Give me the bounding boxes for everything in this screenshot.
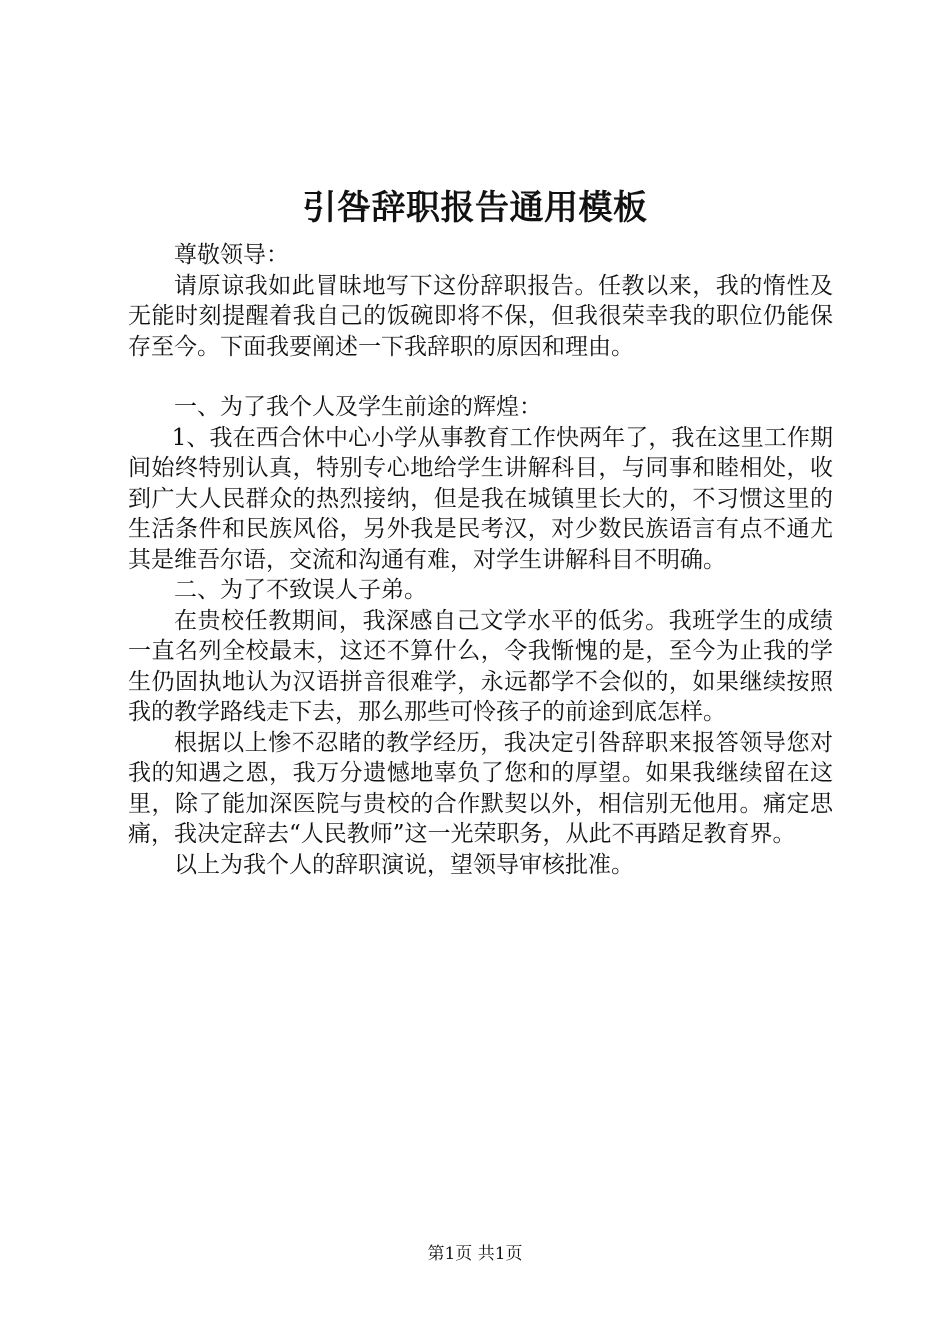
document-title: 引咎辞职报告通用模板 [302,188,648,228]
section-heading-2: 二、为了不致误人子弟。 [174,577,427,603]
section-heading-1: 一、为了我个人及学生前途的辉煌： [174,394,542,420]
paragraph-reason-2: 在贵校任教期间，我深感自己文学水平的低劣。我班学生的成绩一直名列全校最末，这还不算什么，令我惭愧的是，至今为止我的学生仍固执地认为汉语拼音很难学，永远都学不会似的，如果继续按照我的教学路线走下去，那么那些可怜孩子的前途到底怎样。 [128,607,833,725]
paragraph-decision: 根据以上惨不忍睹的教学经历，我决定引咎辞职来报答领导您对我的知遇之恩，我万分遗憾地辜负了您和的厚望。如果我继续留在这里，除了能加深医院与贵校的合作默契以外，相信别无他用。痛定思痛，我决定辞去“人民教师”这一光荣职务，从此不再踏足教育界。 [128,729,833,847]
page-number-footer: 第1页 共1页 [427,1244,523,1264]
paragraph-intro: 请原谅我如此冒昧地写下这份辞职报告。任教以来，我的惰性及无能时刻提醒着我自己的饭碗即将不保，但我很荣幸我的职位仍能保存至今。下面我要阐述一下我辞职的原因和理由。 [128,272,833,360]
salutation: 尊敬领导： [174,242,289,268]
document-body [128,240,833,880]
paragraph-reason-1: 1、我在西合休中心小学从事教育工作快两年了，我在这里工作期间始终特别认真，特别专心地给学生讲解科目，与同事和睦相处，收到广大人民群众的热烈接纳，但是我在城镇里长大的，不习惯这里的生活条件和民族风俗，另外我是民考汉，对少数民族语言有点不通尤其是维吾尔语，交流和沟通有难，对学生讲解科目不明确。 [128,424,833,573]
paragraph-closing: 以上为我个人的辞职演说，望领导审核批准。 [174,851,634,878]
